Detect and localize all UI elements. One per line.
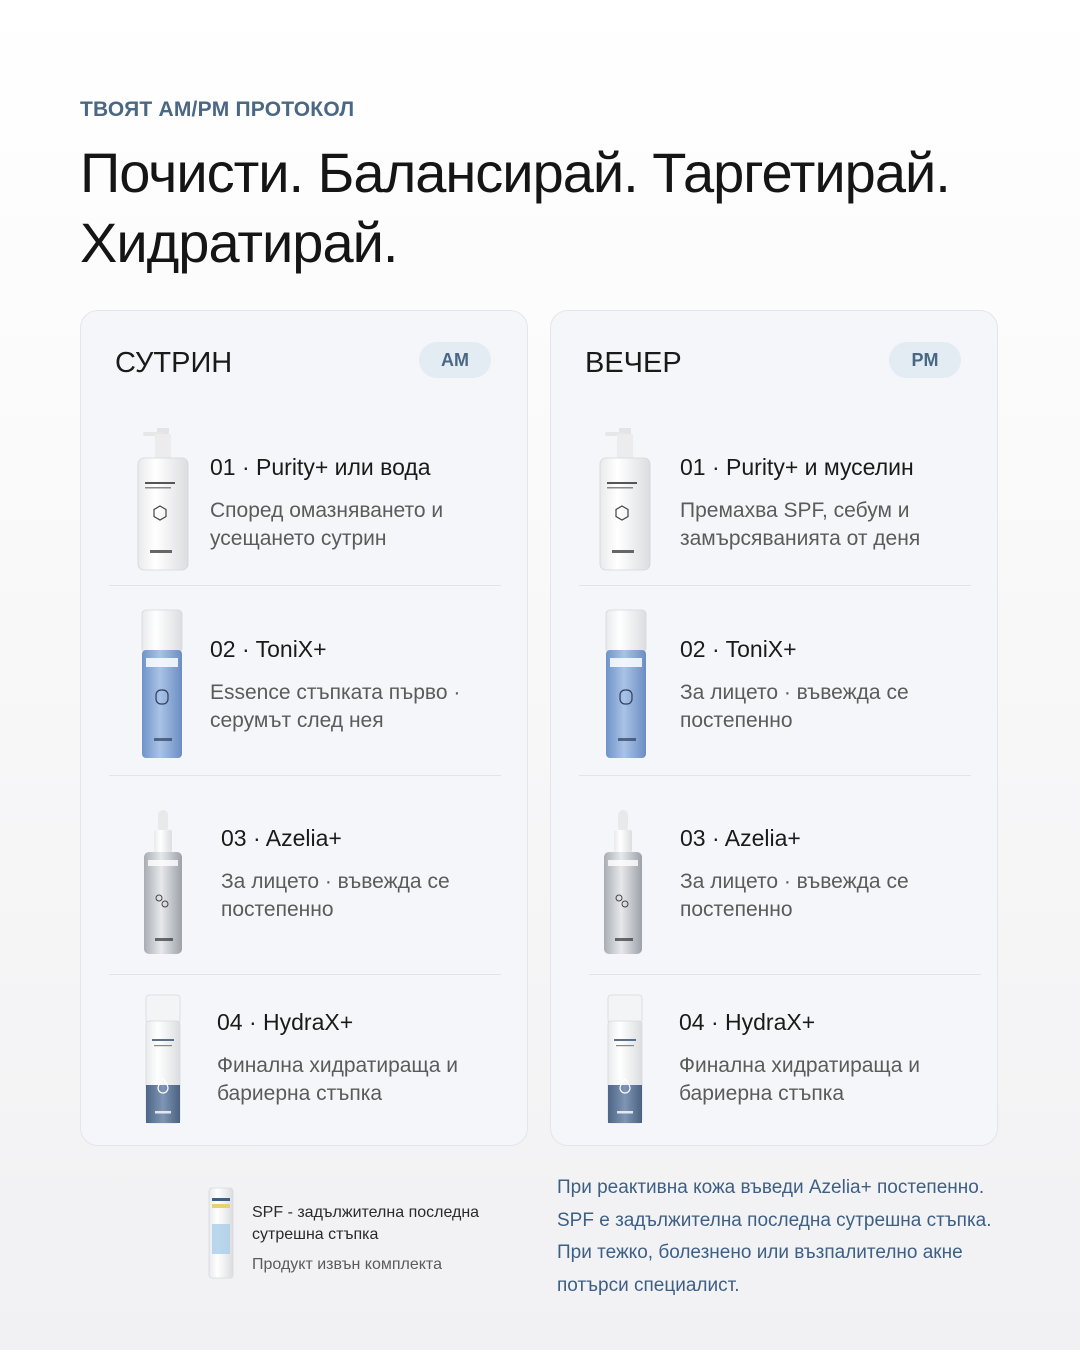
am-step-3-desc: За лицето · въвежда се постепенно — [221, 870, 450, 921]
azelia-bottle-icon — [141, 808, 185, 956]
hydrax-bottle-icon — [605, 993, 645, 1125]
divider — [589, 974, 981, 975]
purity-bottle-icon — [135, 426, 191, 572]
am-step-3-title: 03 · Azelia+ — [221, 825, 342, 851]
pm-step-4-title: 04 · HydraX+ — [679, 1009, 816, 1035]
evening-title: ВЕЧЕР — [585, 347, 682, 379]
pm-step-2-desc: За лицето · въвежда се постепенно — [680, 681, 909, 732]
pm-badge: PM — [889, 342, 961, 378]
morning-title: СУТРИН — [115, 347, 233, 379]
am-step-4-title: 04 · HydraX+ — [217, 1009, 354, 1035]
pm-step-3-title: 03 · Azelia+ — [680, 825, 801, 851]
safety-note: При реактивна кожа въведи Azelia+ постепенно. SPF е задължителна последна сутрешна стъпка. При тежко, болезнено или възпалително акне потърси специалист. — [557, 1177, 992, 1296]
divider — [109, 585, 501, 586]
evening-routine-card — [550, 310, 998, 1146]
am-step-2-title: 02 · ToniX+ — [210, 636, 327, 662]
am-step-1-title: 01 · Purity+ или вода — [210, 454, 431, 480]
pm-step-1-title: 01 · Purity+ и муселин — [680, 454, 914, 480]
page-headline: Почисти. Балансирай. Таргетирай. Хидратирай. — [80, 141, 950, 274]
eyebrow-label: ТВОЯТ AM/PM ПРОТОКОЛ — [80, 98, 355, 121]
tonix-bottle-icon — [604, 608, 648, 760]
am-step-4-desc: Финална хидратираща и бариерна стъпка — [217, 1054, 458, 1105]
spf-block — [205, 1186, 505, 1286]
divider — [579, 775, 971, 776]
spf-title: SPF - задължителна последна сутрешна стъпка — [252, 1204, 480, 1243]
divider — [109, 775, 501, 776]
pm-step-3-desc: За лицето · въвежда се постепенно — [680, 870, 909, 921]
azelia-bottle-icon — [601, 808, 645, 956]
pm-step-2-title: 02 · ToniX+ — [680, 636, 797, 662]
pm-step-4-desc: Финална хидратираща и бариерна стъпка — [679, 1054, 920, 1105]
hydrax-bottle-icon — [143, 993, 183, 1125]
purity-bottle-icon — [597, 426, 653, 572]
pm-step-1-desc: Премахва SPF, себум и замърсяванията от деня — [680, 499, 921, 550]
solerai-tube-icon — [205, 1186, 237, 1280]
spf-subtitle: Продукт извън комплекта — [252, 1256, 442, 1273]
am-badge: AM — [419, 342, 491, 378]
divider — [579, 585, 971, 586]
morning-routine-card — [80, 310, 528, 1146]
divider — [109, 974, 501, 975]
am-step-1-desc: Според омазняването и усещането сутрин — [210, 499, 444, 550]
tonix-bottle-icon — [140, 608, 184, 760]
am-step-2-desc: Essence стъпката първо · серумът след нея — [210, 681, 461, 732]
